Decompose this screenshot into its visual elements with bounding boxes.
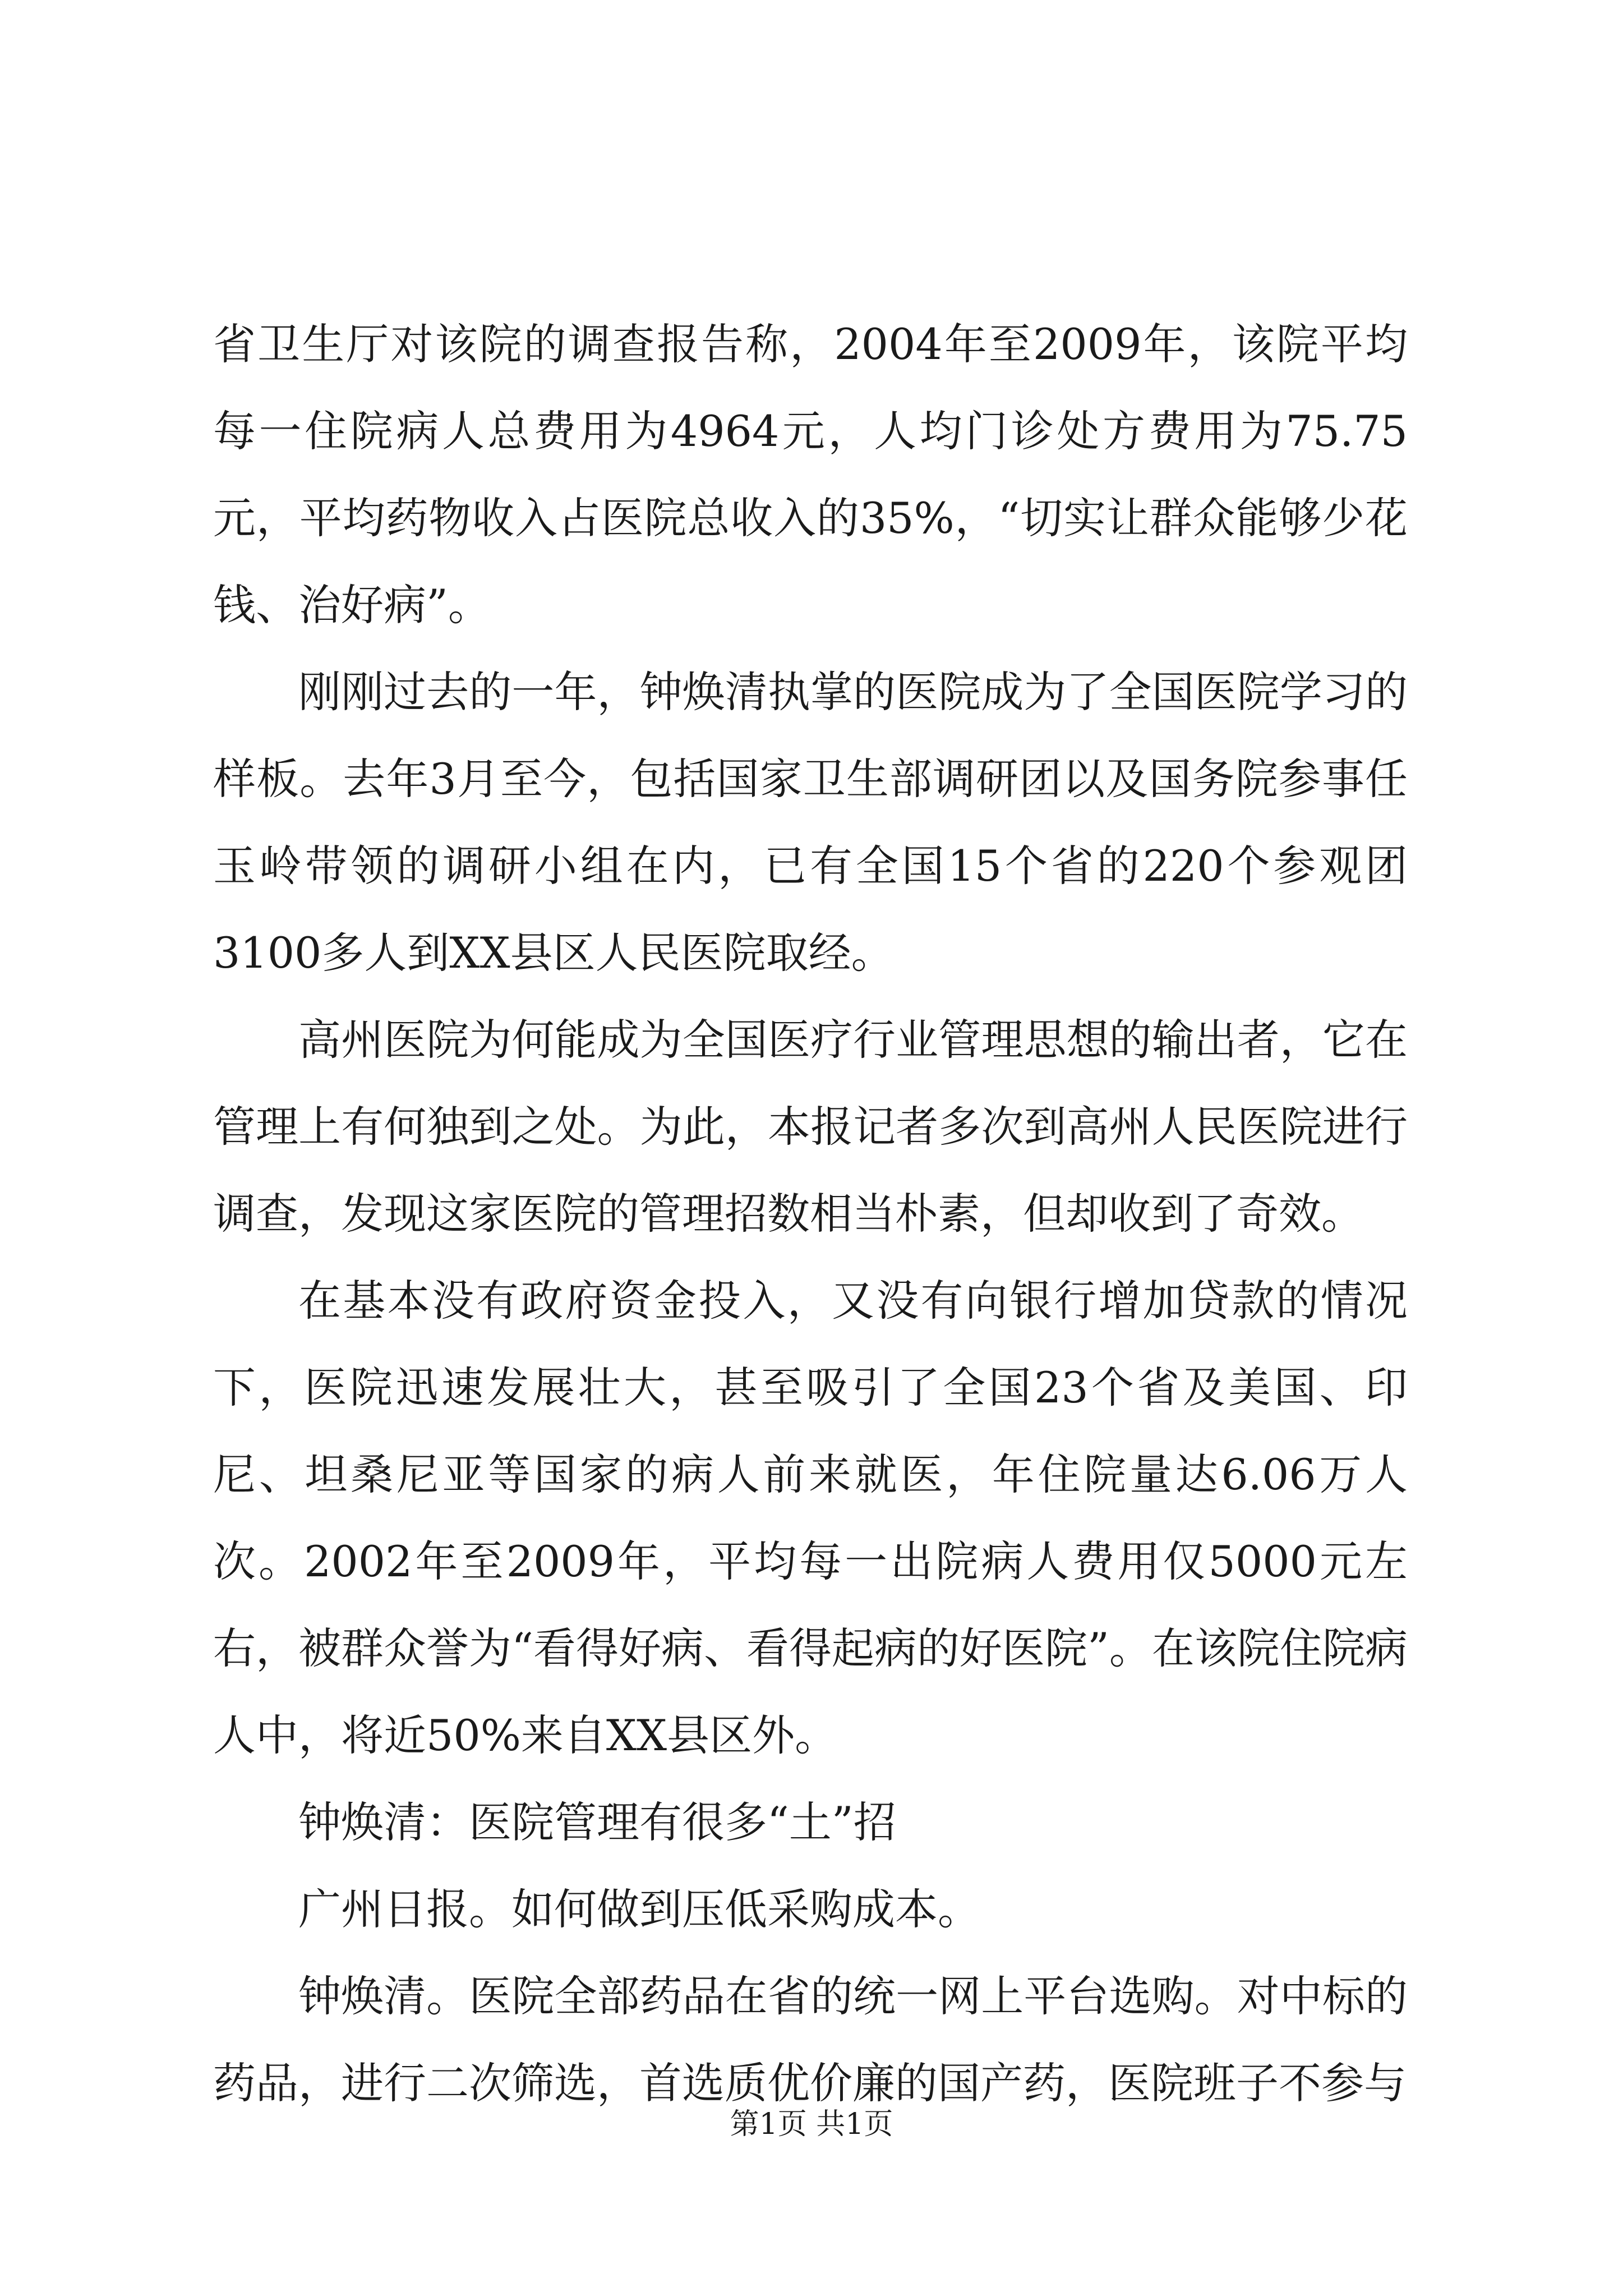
page-footer: 第1页 共1页 (730, 2108, 893, 2141)
interview-answer: 钟焕清。医院全部药品在省的统一网上平台选购。对中标的药品，进行二次筛选，首选质优价廉的国产药，医院班子不参与 (213, 1971, 1408, 2108)
section-heading: 钟焕清：医院管理有很多“土”招 (298, 1797, 896, 1847)
document-body (213, 301, 1408, 2127)
paragraph-management-question: 高州医院为何能成为全国医疗行业管理思想的输出者，它在管理上有何独到之处。为此，本报记者多次到高州人民医院进行调查，发现这家医院的管理招数相当朴素，但却收到了奇效。 (213, 1015, 1408, 1239)
paragraph-model-hospital: 刚刚过去的一年，钟焕清执掌的医院成为了全国医院学习的样板。去年3月至今，包括国家卫生部调研团以及国务院参事任玉岭带领的调研小组在内，已有全国15个省的220个参观团3100多人到XX县区人民医院取经。 (213, 667, 1408, 978)
interview-question: 广州日报。如何做到压低采购成本。 (298, 1884, 980, 1934)
paragraph-hospital-growth: 在基本没有政府资金投入，又没有向银行增加贷款的情况下，医院迅速发展壮大，甚至吸引了全国23个省及美国、印尼、坦桑尼亚等国家的病人前来就医，年住院量达6.06万人次。2002年至2009年，平均每一出院病人费用仅5000元左右，被群众誉为“看得好病、看得起病的好医院”。在该院住院病人中，将近50%来自XX县区外。 (213, 1276, 1408, 1760)
paragraph-survey-report: 省卫生厅对该院的调查报告称，2004年至2009年，该院平均每一住院病人总费用为4964元，人均门诊处方费用为75.75元，平均药物收入占医院总收入的35%，“切实让群众能够少花钱、治好病”。 (213, 319, 1408, 630)
